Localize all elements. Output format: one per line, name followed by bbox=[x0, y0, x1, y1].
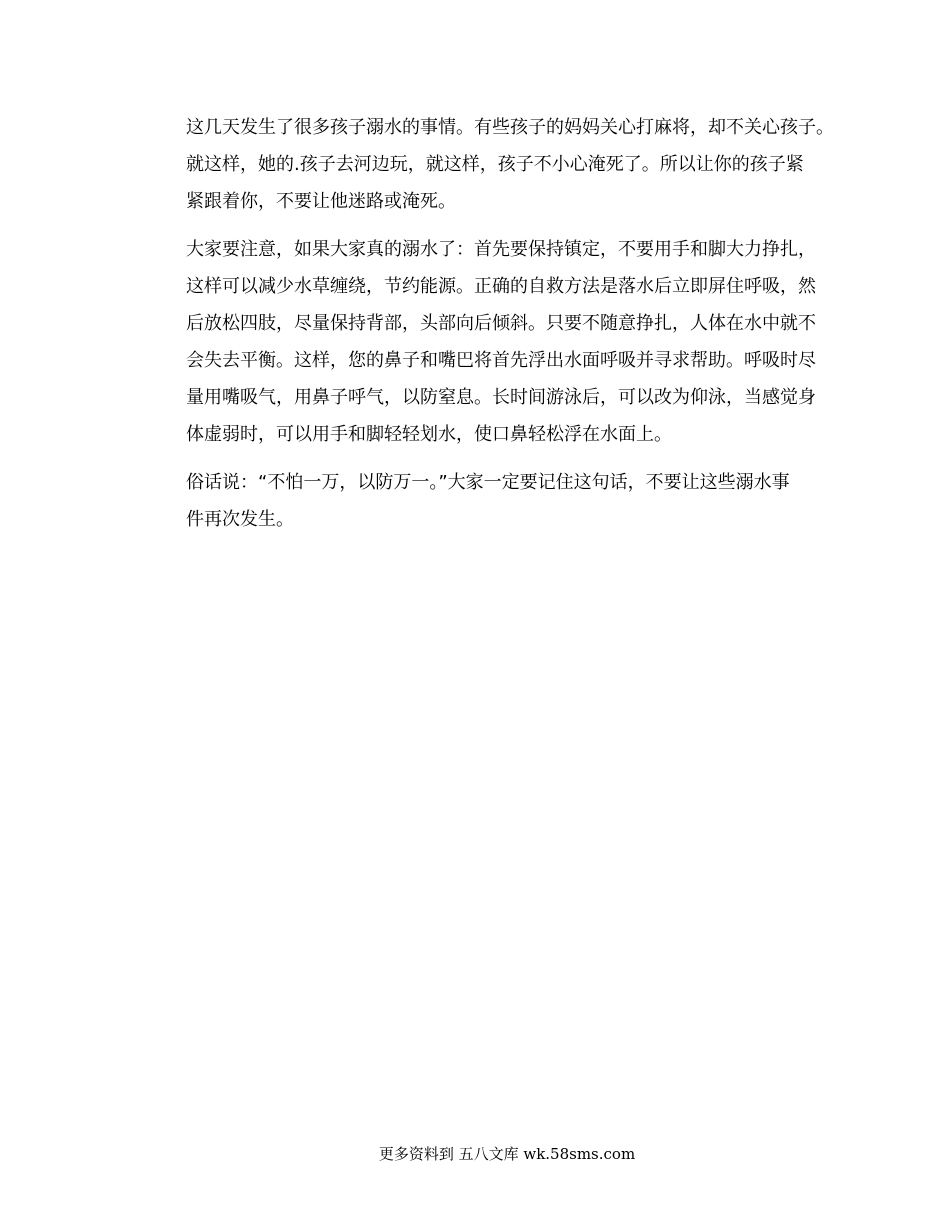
text-line: 紧跟着你，不要让他迷路或淹死。 bbox=[186, 191, 456, 212]
text-line: 就这样，她的.孩子去河边玩，就这样，孩子不小心淹死了。所以让你的孩子紧 bbox=[186, 154, 804, 175]
paragraph-3 bbox=[186, 464, 866, 538]
footer-source-text: 更多资料到 五八文库 wk.58sms.com bbox=[378, 1145, 636, 1163]
text-line: 后放松四肢，尽量保持背部，头部向后倾斜。只要不随意挣扎，人体在水中就不 bbox=[186, 313, 816, 334]
text-line: 大家要注意，如果大家真的溺水了：首先要保持镇定，不要用手和脚大力挣扎， bbox=[186, 239, 816, 260]
text-line: 量用嘴吸气，用鼻子呼气，以防窒息。长时间游泳后，可以改为仰泳，当感觉身 bbox=[186, 387, 816, 408]
text-line: 这样可以减少水草缠绕，节约能源。正确的自救方法是落水后立即屏住呼吸，然 bbox=[186, 276, 816, 297]
text-line: 这几天发生了很多孩子溺水的事情。有些孩子的妈妈关心打麻将，却不关心孩子。 bbox=[186, 117, 834, 138]
text-line: 件再次发生。 bbox=[186, 509, 294, 530]
text-line: 体虚弱时，可以用手和脚轻轻划水，使口鼻轻松浮在水面上。 bbox=[186, 424, 672, 445]
text-line: 会失去平衡。这样，您的鼻子和嘴巴将首先浮出水面呼吸并寻求帮助。呼吸时尽 bbox=[186, 350, 816, 371]
text-line: 俗话说：“不怕一万，以防万一。”大家一定要记住这句话，不要让这些溺水事 bbox=[186, 472, 790, 493]
paragraph-2 bbox=[186, 231, 866, 453]
paragraph-1 bbox=[186, 109, 866, 220]
document-body bbox=[186, 109, 866, 538]
